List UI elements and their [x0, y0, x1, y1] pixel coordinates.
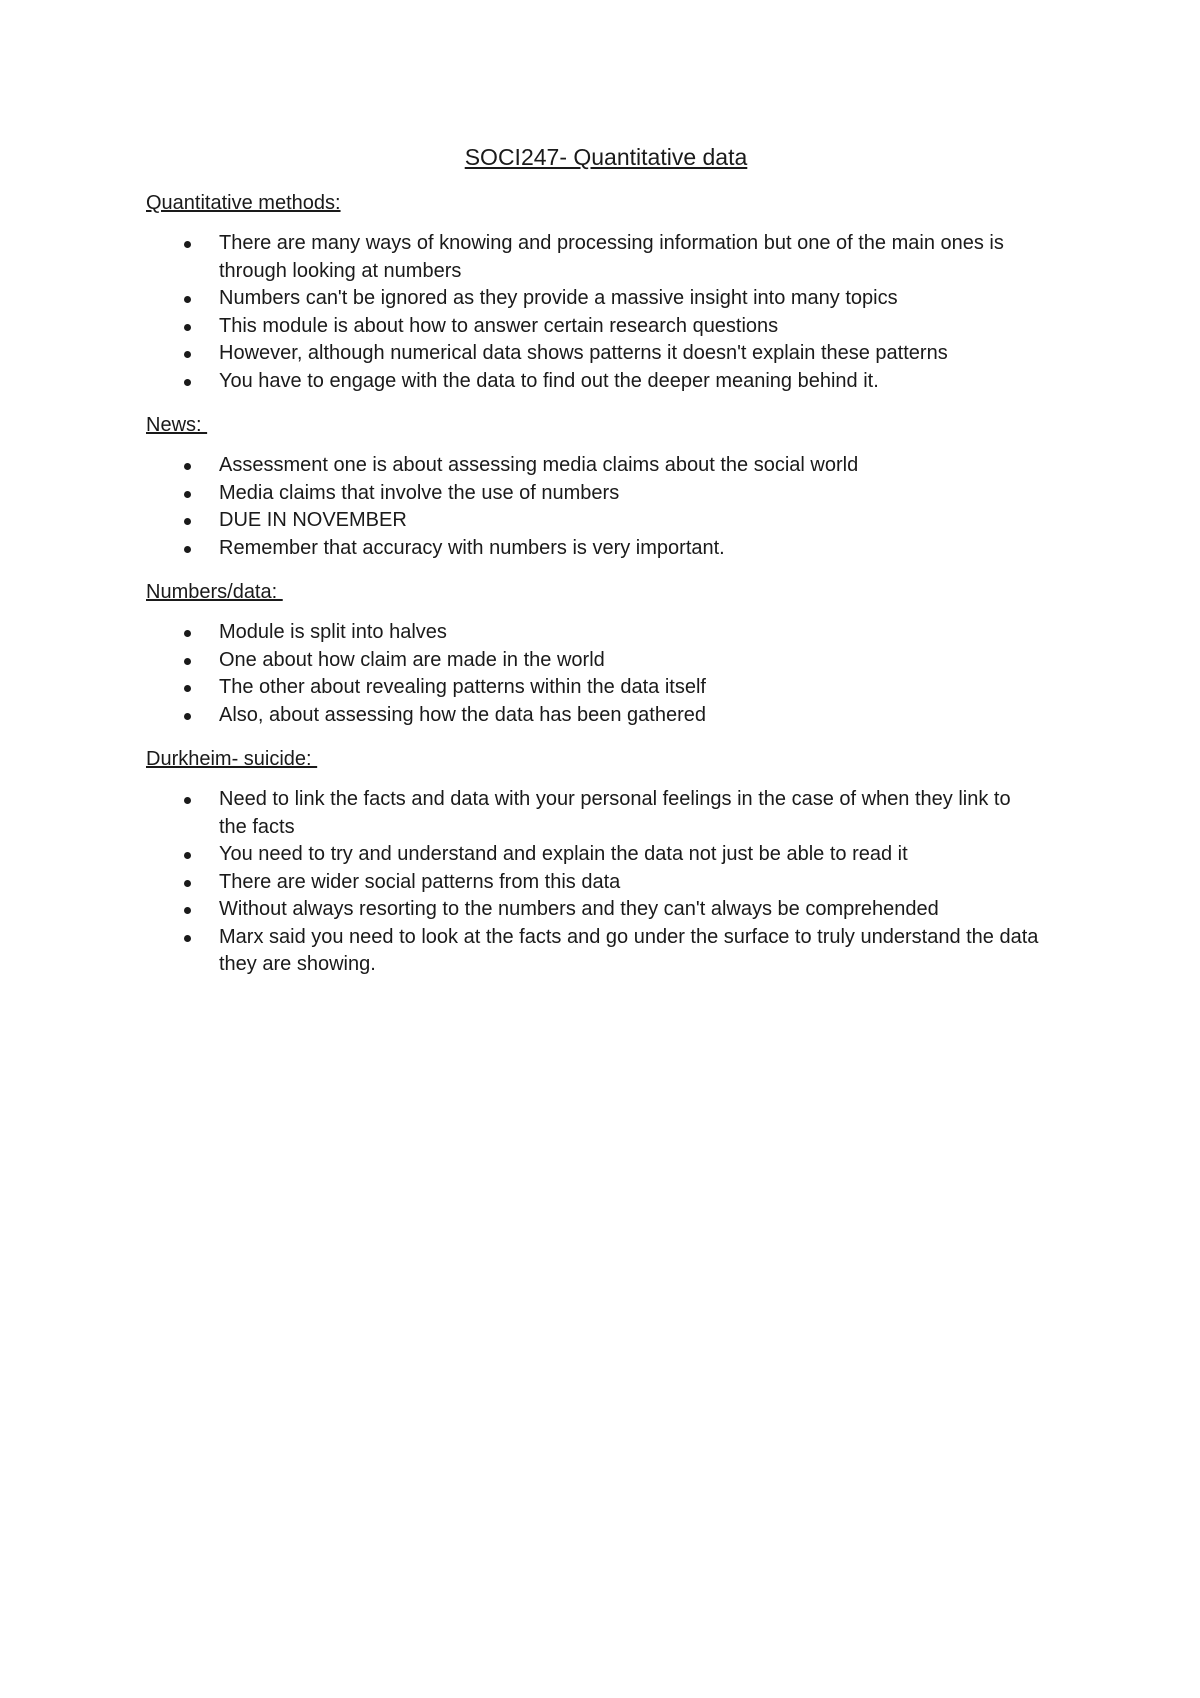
- list-item: This module is about how to answer certain research questions: [146, 313, 1039, 341]
- bullet-icon: [184, 518, 191, 525]
- page-title: SOCI247- Quantitative data: [464, 144, 748, 170]
- bullet-icon: [184, 630, 191, 637]
- list-item: Assessment one is about assessing media claims about the social world: [146, 452, 1039, 480]
- bullet-icon: [184, 907, 191, 914]
- section-heading: Quantitative methods:: [146, 192, 341, 214]
- bullet-icon: [184, 797, 191, 804]
- section-quantitative-methods: [146, 188, 1066, 395]
- bullet-list: [146, 619, 1066, 729]
- list-item: You have to engage with the data to find out the deeper meaning behind it.: [146, 368, 1039, 396]
- bullet-icon: [184, 658, 191, 665]
- bullet-icon: [184, 685, 191, 692]
- list-item: Media claims that involve the use of numbers: [146, 480, 1039, 508]
- section-news: [146, 410, 1066, 562]
- list-item: Module is split into halves: [146, 619, 1039, 647]
- section-heading: News:: [146, 414, 208, 436]
- bullet-icon: [184, 713, 191, 720]
- section-heading: Numbers/data:: [146, 581, 283, 603]
- bullet-icon: [184, 296, 191, 303]
- bullet-list: [146, 786, 1066, 979]
- bullet-list: [146, 230, 1066, 395]
- list-item: There are wider social patterns from this data: [146, 869, 1039, 897]
- bullet-icon: [184, 463, 191, 470]
- list-item: Numbers can't be ignored as they provide a massive insight into many topics: [146, 285, 1039, 313]
- list-item: Also, about assessing how the data has been gathered: [146, 702, 1039, 730]
- list-item: Marx said you need to look at the facts and go under the surface to truly understand the data they are showing.: [146, 924, 1039, 979]
- bullet-list: [146, 452, 1066, 562]
- document-body: [146, 140, 1066, 994]
- section-heading: Durkheim- suicide:: [146, 748, 318, 770]
- list-item: Remember that accuracy with numbers is very important.: [146, 535, 1039, 563]
- list-item: One about how claim are made in the world: [146, 647, 1039, 675]
- list-item: Need to link the facts and data with your personal feelings in the case of when they link to the facts: [146, 786, 1039, 841]
- bullet-icon: [184, 324, 191, 331]
- list-item: You need to try and understand and explain the data not just be able to read it: [146, 841, 1039, 869]
- bullet-icon: [184, 852, 191, 859]
- bullet-icon: [184, 546, 191, 553]
- list-item: However, although numerical data shows patterns it doesn't explain these patterns: [146, 340, 1039, 368]
- list-item: There are many ways of knowing and processing information but one of the main ones is through looking at numbers: [146, 230, 1039, 285]
- bullet-icon: [184, 241, 191, 248]
- bullet-icon: [184, 491, 191, 498]
- section-durkheim-suicide: [146, 744, 1066, 979]
- list-item: DUE IN NOVEMBER: [146, 507, 1039, 535]
- list-item: The other about revealing patterns within the data itself: [146, 674, 1039, 702]
- bullet-icon: [184, 351, 191, 358]
- bullet-icon: [184, 935, 191, 942]
- bullet-icon: [184, 880, 191, 887]
- bullet-icon: [184, 379, 191, 386]
- section-numbers-data: [146, 577, 1066, 729]
- list-item: Without always resorting to the numbers and they can't always be comprehended: [146, 896, 1039, 924]
